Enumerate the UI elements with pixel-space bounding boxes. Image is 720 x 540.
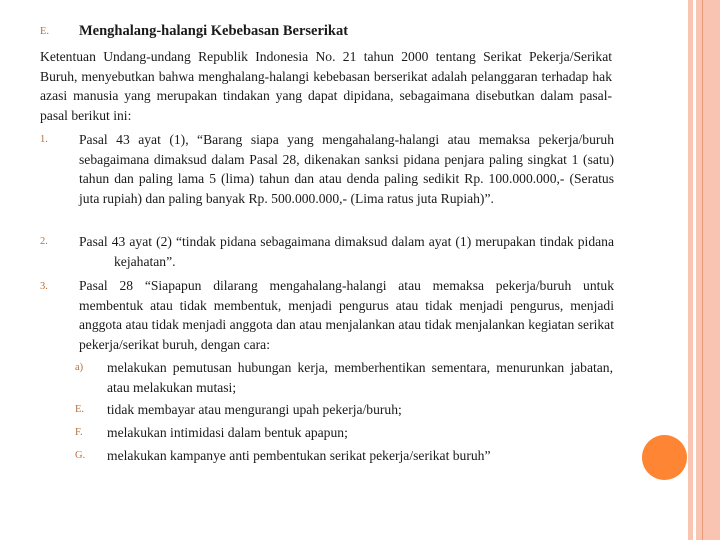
sublist-marker: G. [75, 450, 86, 461]
sublist-marker: F. [75, 427, 83, 438]
sublist-marker: E. [75, 404, 85, 415]
sublist-marker: a) [75, 362, 84, 373]
sublist-item: melakukan intimidasi dalam bentuk apapun; [107, 425, 348, 440]
list-item: Pasal 43 ayat (2) “tindak pidana sebagaimana dimaksud dalam ayat (1) merupakan tindak pidana kejahatan”. [79, 234, 614, 269]
sublist-item: tidak membayar atau mengurangi upah pekerja/buruh; [107, 402, 402, 417]
orange-circle-decoration [642, 435, 687, 480]
sublist-item: melakukan kampanye anti pembentukan serikat pekerja/serikat buruh” [107, 448, 491, 463]
heading-marker: E. [40, 26, 50, 37]
list-item: Pasal 28 “Siapapun dilarang mengahalang-halangi atau memaksa pekerja/buruh untuk membentuk atau tidak membentuk, menjadi pengurus atau tidak menjadi pengurus, menjadi anggota atau tidak menjadi anggota dan atau menjalankan atau tidak menjalankan kegiatan serikat pekerja/serikat buruh, dengan cara: [79, 278, 614, 352]
border-line [702, 0, 703, 540]
section-heading: Menghalang-halangi Kebebasan Berserikat [79, 23, 349, 39]
intro-paragraph: Ketentuan Undang-undang Republik Indonesia No. 21 tahun 2000 tentang Serikat Pekerja/Serikat Buruh, menyebutkan bahwa menghalang-halangi kebebasan berserikat adalah pelanggaran terhadap hak azasi manusia yang merupakan tindakan yang dapat dipidana, sebagaimana disebutkan dalam pasal-pasal berikut ini: [40, 49, 612, 123]
list-item: Pasal 43 ayat (1), “Barang siapa yang mengahalang-halangi atau memaksa pekerja/buruh sebagaimana dimaksud dalam Pasal 28, dikenakan sanksi pidana penjara paling singkat 1 (satu) tahun dan paling lama 5 (lima) tahun dan atau denda paling sedikit Rp. 100.000.000,- (Seratus juta rupiah) dan paling banyak Rp. 500.000.000,- (Lima ratus juta Rupiah)”. [79, 132, 614, 206]
border-stripe [688, 0, 693, 540]
list-marker: 1. [40, 134, 48, 145]
list-marker: 2. [40, 236, 48, 247]
sublist-item: melakukan pemutusan hubungan kerja, memberhentikan sementara, menurunkan jabatan, atau melakukan mutasi; [107, 360, 613, 395]
list-marker: 3. [40, 281, 48, 292]
border-stripe [696, 0, 720, 540]
